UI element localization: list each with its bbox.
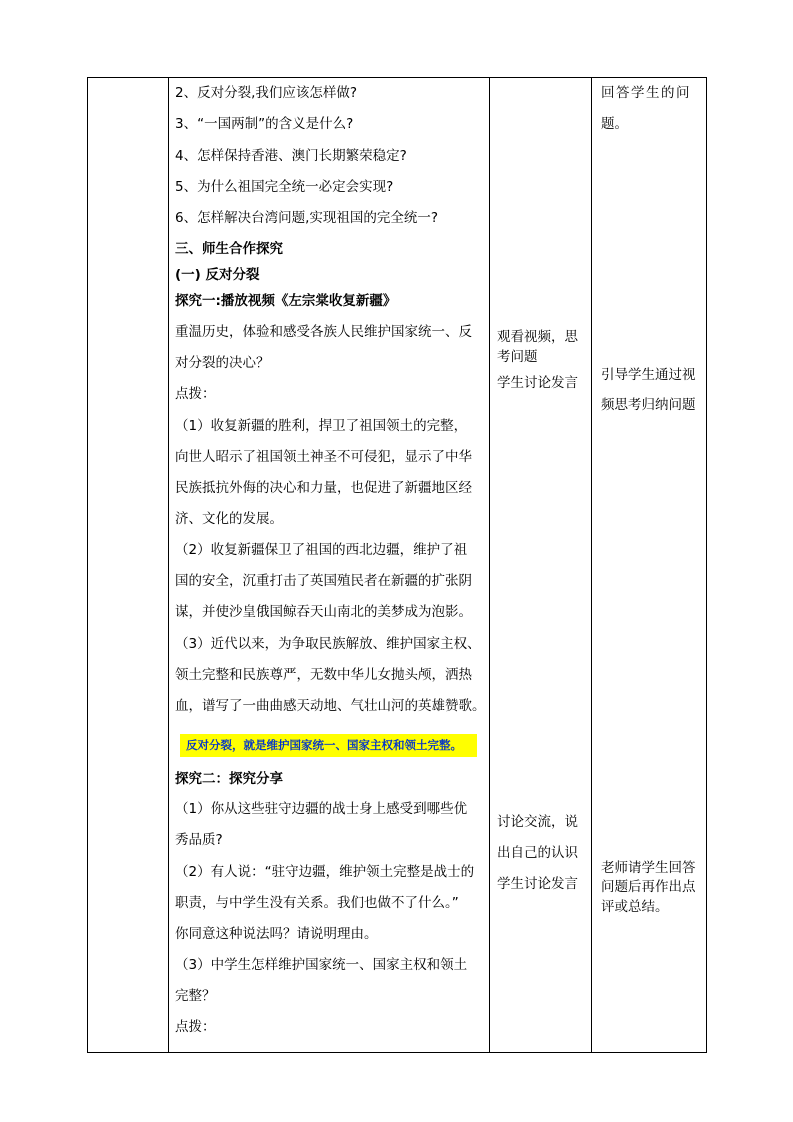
section-heading: 三、师生合作探究 bbox=[175, 241, 283, 257]
question-2: 2、反对分裂,我们应该怎样做? bbox=[175, 85, 358, 101]
point2-text: （2）收复新疆保卫了祖国的西北边疆，维护了祖 bbox=[175, 542, 468, 558]
question-6: 6、怎样解决台湾问题,实现祖国的完全统一? bbox=[175, 210, 439, 226]
point2-text: 谋，并使沙皇俄国鲸吞天山南北的美梦成为泡影。 bbox=[175, 604, 472, 620]
explore2-question-2: 你同意这种说法吗？请说明理由。 bbox=[175, 926, 378, 942]
point1-text: （1）收复新疆的胜利，捍卫了祖国领土的完整， bbox=[175, 418, 468, 434]
subsection-heading: (一) 反对分裂 bbox=[175, 267, 260, 283]
explore1-text: 对分裂的决心？ bbox=[175, 355, 270, 371]
explore2-title: 探究二：探究分享 bbox=[175, 771, 283, 787]
student-activity-text: 学生讨论发言 bbox=[497, 375, 578, 391]
student-activity-text: 观看视频，思 bbox=[497, 329, 578, 345]
design-intent-text: 引导学生通过视 bbox=[601, 367, 696, 383]
design-intent-text: 老师请学生回答 bbox=[601, 860, 696, 876]
student-activity-text: 讨论交流，说 bbox=[497, 814, 578, 830]
point3-text: （3）近代以来，为争取民族解放、维护国家主权、 bbox=[175, 636, 481, 652]
explore2-question-3: 完整？ bbox=[175, 988, 216, 1004]
content-column bbox=[169, 78, 489, 1052]
point2-text: 国的安全，沉重打击了英国殖民者在新疆的扩张阴 bbox=[175, 573, 472, 589]
highlight-text: 反对分裂，就是维护国家统一、国家主权和领土完整。 bbox=[186, 738, 462, 752]
point1-text: 济、文化的发展。 bbox=[175, 511, 283, 527]
student-activity-text: 考问题 bbox=[497, 349, 538, 365]
design-intent-column bbox=[592, 78, 708, 1052]
explore1-title: 探究一:播放视频《左宗棠收复新疆》 bbox=[175, 293, 397, 309]
tip-label: 点拨： bbox=[175, 386, 216, 402]
point3-text: 领土完整和民族尊严，无数中华儿女抛头颅，洒热 bbox=[175, 667, 472, 683]
design-intent-text: 回答学生的问 bbox=[601, 85, 691, 101]
point3-text: 血，谱写了一曲曲感天动地、气壮山河的英雄赞歌。 bbox=[175, 698, 486, 714]
point1-text: 民族抵抗外侮的决心和力量，也促进了新疆地区经 bbox=[175, 480, 472, 496]
design-intent-text: 评或总结。 bbox=[601, 899, 669, 915]
explore2-question-2: 职责，与中学生没有关系。我们也做不了什么。” bbox=[175, 895, 459, 911]
question-5: 5、为什么祖国完全统一必定会实现? bbox=[175, 179, 394, 195]
explore1-text: 重温历史，体验和感受各族人民维护国家统一、反 bbox=[175, 324, 472, 340]
question-3: 3、“一国两制”的含义是什么? bbox=[175, 116, 354, 132]
tip-label: 点拨： bbox=[175, 1019, 216, 1035]
question-4: 4、怎样保持香港、澳门长期繁荣稳定? bbox=[175, 148, 407, 164]
explore2-question-2: （2）有人说：“驻守边疆，维护领土完整是战士的 bbox=[175, 864, 475, 880]
student-activity-column bbox=[490, 78, 591, 1052]
design-intent-text: 题。 bbox=[601, 116, 628, 132]
explore2-question-1: 秀品质? bbox=[175, 832, 223, 848]
highlight-box bbox=[180, 734, 477, 757]
first-column-cell bbox=[88, 78, 168, 1052]
point1-text: 向世人昭示了祖国领土神圣不可侵犯，显示了中华 bbox=[175, 449, 472, 465]
student-activity-text: 出自己的认识 bbox=[497, 845, 578, 861]
explore2-question-1: （1）你从这些驻守边疆的战士身上感受到哪些优 bbox=[175, 801, 468, 817]
explore2-question-3: （3）中学生怎样维护国家统一、国家主权和领土 bbox=[175, 957, 468, 973]
design-intent-text: 频思考归纳问题 bbox=[601, 397, 696, 413]
student-activity-text: 学生讨论发言 bbox=[497, 876, 578, 892]
design-intent-text: 问题后再作出点 bbox=[601, 879, 696, 895]
lesson-table bbox=[87, 77, 707, 1053]
